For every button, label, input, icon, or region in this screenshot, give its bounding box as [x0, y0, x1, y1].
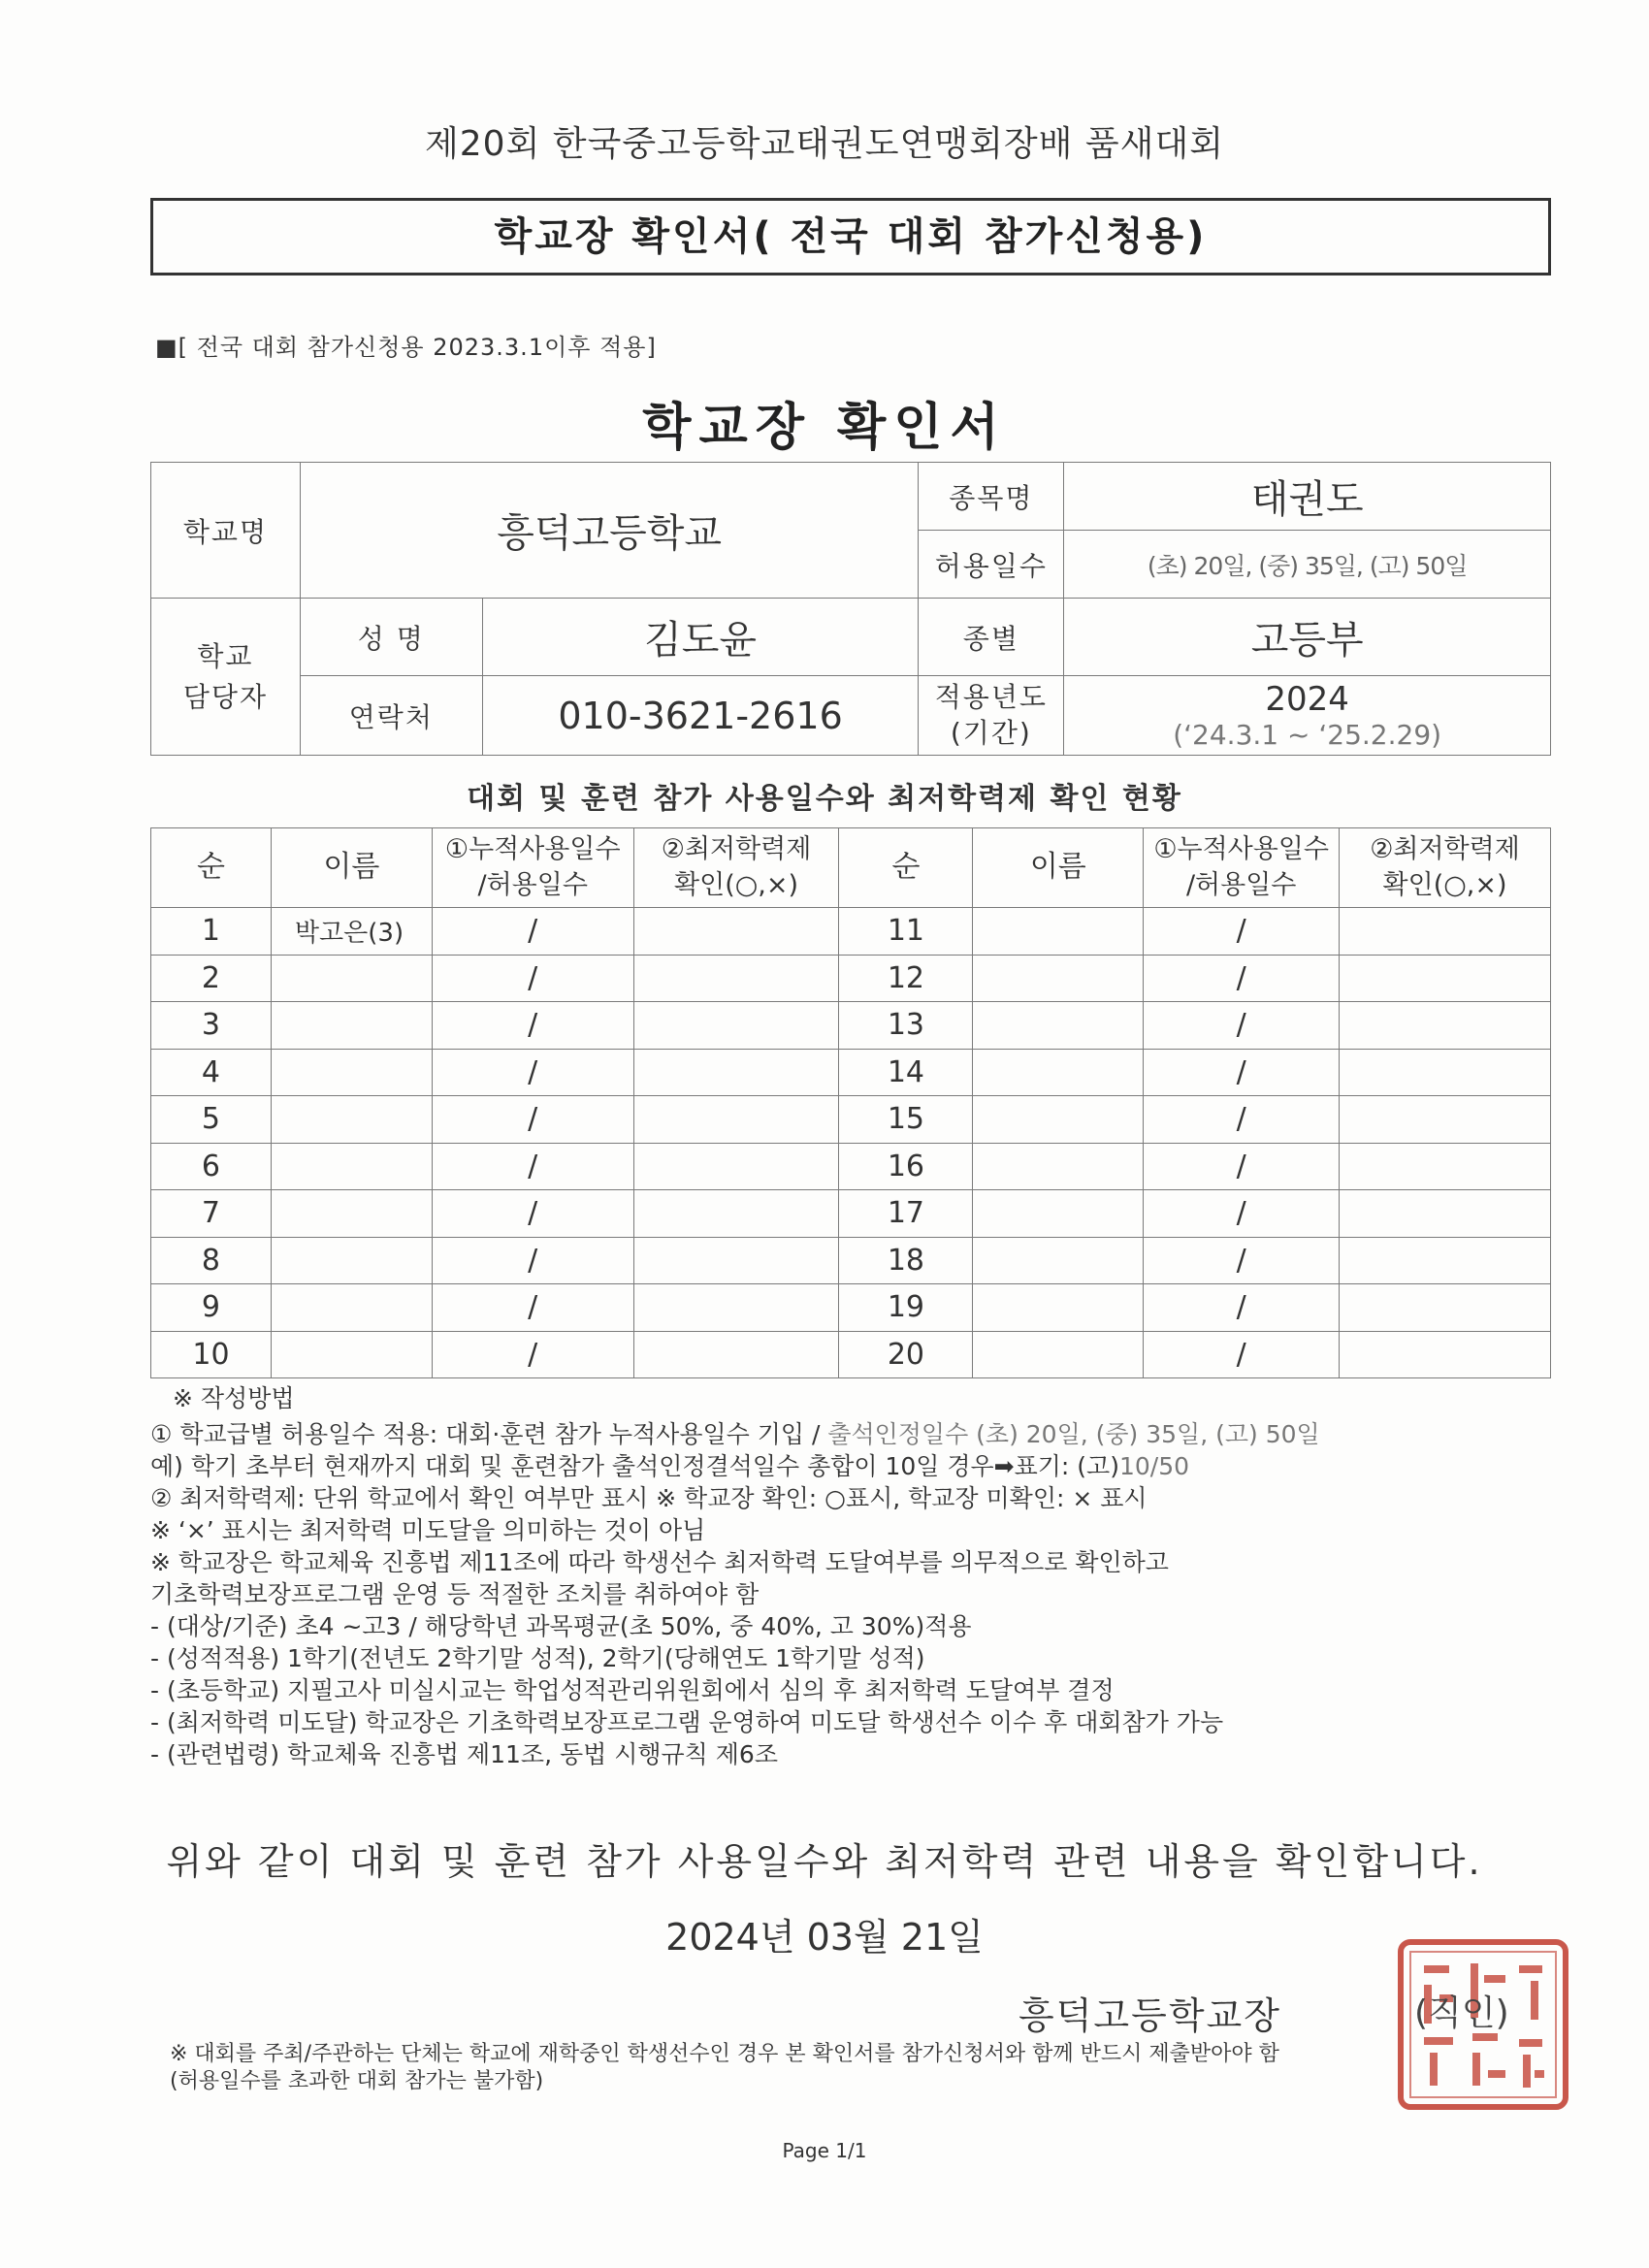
row-min-check: [1340, 908, 1551, 956]
school-name-label: 학교명: [151, 463, 301, 599]
row-name: [973, 1002, 1144, 1050]
row-min-check: [633, 1190, 839, 1238]
row-name: [973, 1096, 1144, 1144]
method-line: - (관련법령) 학교체육 진흥법 제11조, 동법 시행규칙 제6조: [150, 1740, 778, 1768]
row-name: [973, 1331, 1144, 1378]
row-number: 20: [839, 1331, 973, 1378]
event-title: 제20회 한국중고등학교태권도연맹회장배 품새대회: [425, 124, 1224, 164]
row-min-check: [1340, 1143, 1551, 1190]
name-value: 김도윤: [482, 599, 919, 676]
division-label: 종별: [919, 599, 1064, 676]
table-row: [151, 1049, 1551, 1096]
table-row: [151, 1143, 1551, 1190]
row-name: [271, 1143, 432, 1190]
table-row: [151, 1002, 1551, 1050]
row-number: 14: [839, 1049, 973, 1096]
row-used-days: /: [432, 1143, 633, 1190]
row-min-check: [633, 908, 839, 956]
row-used-days: /: [1144, 1143, 1340, 1190]
row-number: 5: [151, 1096, 272, 1144]
row-name: [271, 1237, 432, 1284]
row-min-check: [1340, 1237, 1551, 1284]
row-number: 10: [151, 1331, 272, 1378]
row-number: 16: [839, 1143, 973, 1190]
row-number: 18: [839, 1237, 973, 1284]
header-no-right: 순: [839, 828, 973, 908]
row-used-days: /: [1144, 1096, 1340, 1144]
row-name: [973, 1284, 1144, 1332]
event-label: 종목명: [919, 463, 1064, 531]
row-name: [271, 1002, 432, 1050]
notice-text: ■[ 전국 대회 참가신청용 2023.3.1이후 적용]: [155, 334, 657, 361]
participants-table: [150, 827, 1551, 1378]
method-line-highlight: 10/50: [1118, 1452, 1190, 1480]
row-number: 17: [839, 1190, 973, 1238]
method-line: - (최저학력 미도달) 학교장은 기초학력보장프로그램 운영하여 미도달 학생선수 이수 후 대회참가 가능: [150, 1708, 1224, 1736]
row-number: 4: [151, 1049, 272, 1096]
row-number: 19: [839, 1284, 973, 1332]
phone-value: 010-3621-2616: [482, 676, 919, 756]
participants-body: [151, 908, 1551, 1378]
row-used-days: /: [1144, 1331, 1340, 1378]
row-name: [973, 1237, 1144, 1284]
header-name-right: 이름: [973, 828, 1144, 908]
row-number: 6: [151, 1143, 272, 1190]
row-number: 3: [151, 1002, 272, 1050]
header-no-left: 순: [151, 828, 272, 908]
footnote-line: ※ 대회를 주최/주관하는 단체는 학교에 재학중인 학생선수인 경우 본 확인서를 참가신청서와 함께 반드시 제출받아야 함: [170, 2042, 1279, 2066]
row-used-days: /: [432, 1284, 633, 1332]
contact-person-label: 학교 담당자: [151, 599, 301, 756]
table-row: [151, 908, 1551, 956]
row-min-check: [633, 955, 839, 1002]
table-title: 대회 및 훈련 참가 사용일수와 최저학력제 확인 현황: [467, 782, 1182, 816]
row-name: [271, 1049, 432, 1096]
row-number: 9: [151, 1284, 272, 1332]
header-used-left: ①누적사용일수 /허용일수: [432, 828, 633, 908]
allowed-days-label: 허용일수: [919, 531, 1064, 599]
header-min-right: ②최저학력제 확인(○,×): [1340, 828, 1551, 908]
method-line: 기초학력보장프로그램 운영 등 적절한 조치를 취하여야 함: [150, 1580, 760, 1608]
table-row: [151, 1237, 1551, 1284]
row-used-days: /: [1144, 1284, 1340, 1332]
row-min-check: [1340, 1049, 1551, 1096]
method-line: [150, 1418, 1567, 1450]
header-name-left: 이름: [271, 828, 432, 908]
method-line: - (초등학교) 지필고사 미실시교는 학업성적관리위원회에서 심의 후 최저학력 도달여부 결정: [150, 1676, 1115, 1704]
footnote-line: (허용일수를 초과한 대회 참가는 불가함): [170, 2069, 544, 2093]
row-name: 박고은(3): [271, 908, 432, 956]
row-min-check: [633, 1331, 839, 1378]
method-lines: [150, 1418, 1567, 1770]
method-line: ② 최저학력제: 단위 학교에서 확인 여부만 표시 ※ 학교장 확인: ○표시, 학교장 미확인: × 표시: [150, 1484, 1148, 1512]
row-name: [973, 1049, 1144, 1096]
allowed-days-value: (초) 20일, (중) 35일, (고) 50일: [1064, 531, 1551, 599]
row-min-check: [1340, 955, 1551, 1002]
row-name: [271, 1096, 432, 1144]
row-min-check: [1340, 1331, 1551, 1378]
table-row: [151, 955, 1551, 1002]
row-min-check: [633, 1049, 839, 1096]
method-line-text: 예) 학기 초부터 현재까지 대회 및 훈련참가 출석인정결석일수 총합이 10일 경우➡표기: (고): [150, 1452, 1119, 1480]
row-used-days: /: [1144, 955, 1340, 1002]
row-min-check: [633, 1284, 839, 1332]
row-used-days: /: [432, 955, 633, 1002]
method-line: ※ ‘×’ 표시는 최저학력 미도달을 의미하는 것이 아님: [150, 1516, 706, 1544]
row-min-check: [1340, 1002, 1551, 1050]
row-name: [973, 1190, 1144, 1238]
document-date: 2024년 03월 21일: [665, 1916, 984, 1959]
row-name: [973, 1143, 1144, 1190]
row-used-days: /: [432, 908, 633, 956]
table-row: [151, 1284, 1551, 1332]
confirmation-statement: 위와 같이 대회 및 훈련 참가 사용일수와 최저학력 관련 내용을 확인합니다.: [166, 1840, 1483, 1883]
division-value: 고등부: [1064, 599, 1551, 676]
name-label: 성 명: [300, 599, 482, 676]
row-min-check: [1340, 1096, 1551, 1144]
row-name: [973, 908, 1144, 956]
row-number: 7: [151, 1190, 272, 1238]
year-period: (‘24.3.1 ~ ‘25.2.29): [1173, 719, 1442, 751]
row-used-days: /: [1144, 1237, 1340, 1284]
row-name: [271, 1284, 432, 1332]
row-used-days: /: [432, 1002, 633, 1050]
method-line-highlight: 출석인정일수 (초) 20일, (중) 35일, (고) 50일: [827, 1420, 1320, 1448]
table-row: [151, 1190, 1551, 1238]
method-line: ※ 학교장은 학교체육 진흥법 제11조에 따라 학생선수 최저학력 도달여부를 의무적으로 확인하고: [150, 1548, 1169, 1576]
row-number: 13: [839, 1002, 973, 1050]
info-table: [150, 462, 1551, 756]
row-number: 15: [839, 1096, 973, 1144]
header-min-left: ②최저학력제 확인(○,×): [633, 828, 839, 908]
row-used-days: /: [432, 1237, 633, 1284]
row-used-days: /: [1144, 1002, 1340, 1050]
row-number: 12: [839, 955, 973, 1002]
row-name: [973, 955, 1144, 1002]
method-title: ※ 작성방법: [173, 1384, 295, 1412]
method-line-text: ① 학교급별 허용일수 적용: 대회·훈련 참가 누적사용일수 기입 /: [150, 1420, 828, 1448]
row-used-days: /: [432, 1049, 633, 1096]
row-number: 2: [151, 955, 272, 1002]
row-name: [271, 955, 432, 1002]
row-number: 1: [151, 908, 272, 956]
row-min-check: [1340, 1284, 1551, 1332]
seal-label: (직인): [1414, 1993, 1509, 2033]
row-used-days: /: [1144, 1190, 1340, 1238]
document-box-title: 학교장 확인서( 전국 대회 참가신청용): [150, 198, 1551, 275]
principal-name: 흥덕고등학교장: [1018, 1994, 1281, 2037]
row-number: 11: [839, 908, 973, 956]
page-number: Page 1/1: [782, 2139, 867, 2162]
school-name-value: 흥덕고등학교: [300, 463, 919, 599]
row-number: 8: [151, 1237, 272, 1284]
row-min-check: [1340, 1190, 1551, 1238]
row-used-days: /: [1144, 1049, 1340, 1096]
year-cell: [1064, 676, 1551, 756]
phone-label: 연락처: [300, 676, 482, 756]
method-line: - (대상/기준) 초4 ~고3 / 해당학년 과목평균(초 50%, 중 40%, 고 30%)적용: [150, 1612, 972, 1640]
table-row: [151, 1096, 1551, 1144]
footnote: [170, 2041, 1279, 2095]
year-value: 2024: [1265, 680, 1349, 719]
header-used-right: ①누적사용일수 /허용일수: [1144, 828, 1340, 908]
method-line: [150, 1450, 1567, 1482]
row-name: [271, 1331, 432, 1378]
method-line: - (성적적용) 1학기(전년도 2학기말 성적), 2학기(당해연도 1학기말 성적): [150, 1644, 925, 1672]
year-label: 적용년도 (기간): [919, 676, 1064, 756]
row-min-check: [633, 1096, 839, 1144]
row-used-days: /: [432, 1190, 633, 1238]
row-name: [271, 1190, 432, 1238]
main-title: 학교장 확인서: [642, 399, 1007, 457]
row-used-days: /: [1144, 908, 1340, 956]
row-used-days: /: [432, 1096, 633, 1144]
event-value: 태권도: [1064, 463, 1551, 531]
row-min-check: [633, 1002, 839, 1050]
table-row: [151, 1331, 1551, 1378]
row-min-check: [633, 1143, 839, 1190]
row-used-days: /: [432, 1331, 633, 1378]
row-min-check: [633, 1237, 839, 1284]
